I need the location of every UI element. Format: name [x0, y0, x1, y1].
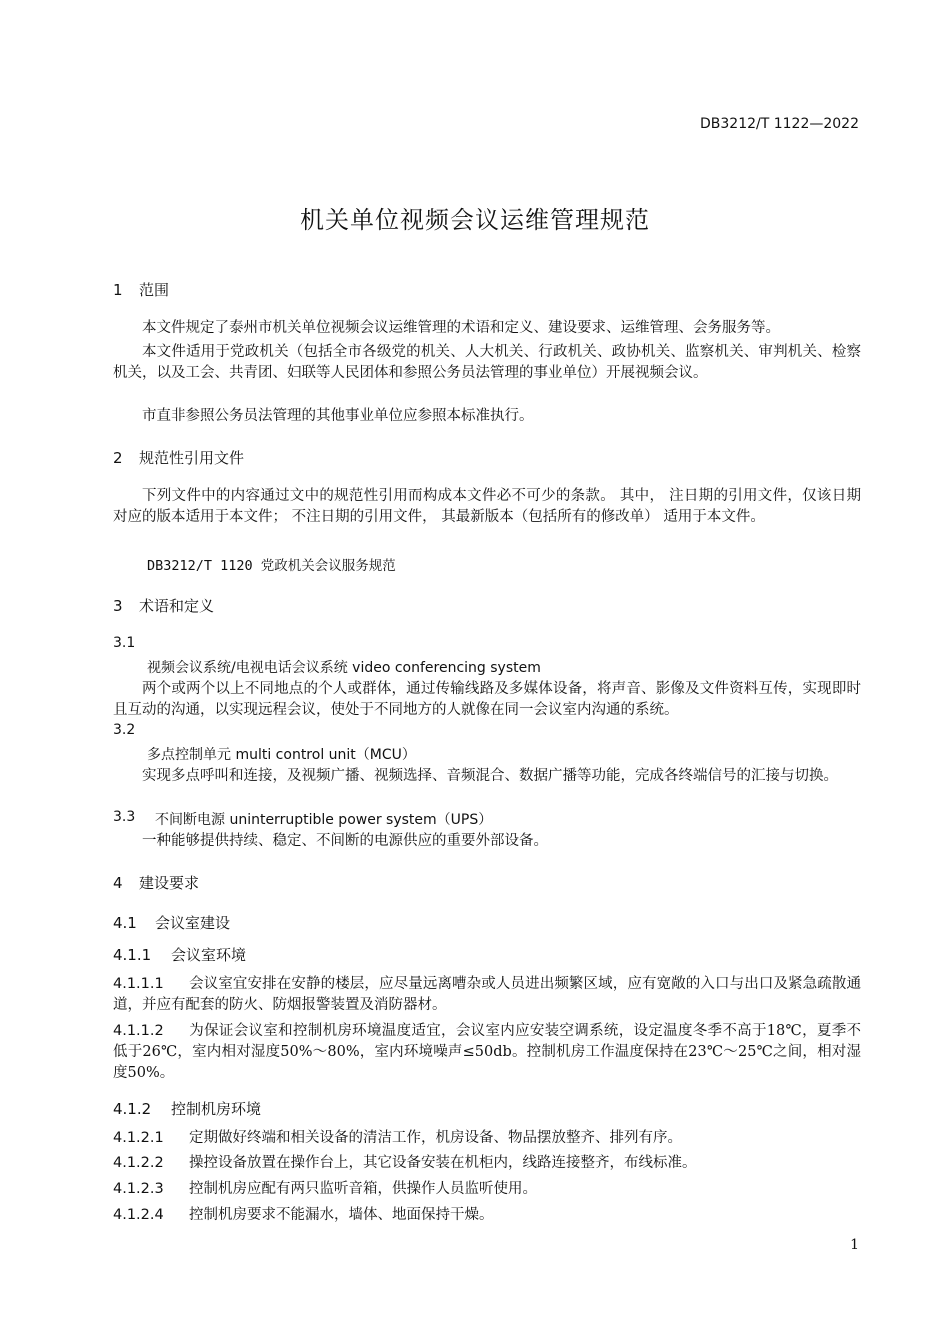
clause-number: 4.1.1.2: [113, 1023, 164, 1039]
clause-4-1-1-1: [113, 974, 861, 1016]
section-title: 规范性引用文件: [139, 449, 245, 467]
clause-number: 4.1.2.1: [113, 1130, 164, 1146]
clause-4-1-2-1: [113, 1128, 861, 1149]
clause-text: 控制机房应配有两只监听音箱，供操作人员监听使用。: [189, 1181, 537, 1197]
clause-4-1-2-4: [113, 1205, 861, 1226]
subsection-number: 4.1.1: [113, 946, 152, 964]
document-code: DB3212/T 1122—2022: [700, 116, 859, 132]
section-title: 范围: [139, 281, 170, 299]
clause-4-1-2-3: [113, 1179, 861, 1200]
clause-4-1-2-2: [113, 1153, 861, 1174]
clause-text: 控制机房要求不能漏水，墙体、地面保持干燥。: [189, 1207, 494, 1223]
term-number: 3.2: [113, 722, 136, 738]
paragraph: 本文件适用于党政机关（包括全市各级党的机关、人大机关、行政机关、政协机关、监察机关、审判机关、检察机关，以及工会、共青团、妇联等人民团体和参照公务员法管理的事业单位）开展视频会议。: [113, 344, 861, 381]
term-name: 不间断电源 uninterruptible power system（UPS）: [155, 812, 493, 828]
section-3-heading: [113, 595, 214, 616]
section-title: 建设要求: [139, 874, 200, 892]
clause-number: 4.1.1.1: [113, 976, 164, 992]
page-number: 1: [850, 1237, 859, 1253]
clause-text: 操控设备放置在操作台上，其它设备安装在机柜内，线路连接整齐，布线标准。: [189, 1155, 697, 1171]
term-name: 多点控制单元 multi control unit（MCU）: [147, 747, 416, 763]
clause-text: 定期做好终端和相关设备的清洁工作，机房设备、物品摆放整齐、排列有序。: [189, 1130, 682, 1146]
section-title: 术语和定义: [139, 597, 215, 615]
subsection-title: 会议室环境: [171, 946, 247, 964]
paragraph: 下列文件中的内容通过文中的规范性引用而构成本文件必不可少的条款。 其中， 注日期的引用文件，仅该日期对应的版本适用于本文件； 不注日期的引用文件， 其最新版本（包括所有的修改单） 适用于本文件。: [113, 488, 861, 525]
section-number: 4: [113, 874, 123, 892]
clause-text: 为保证会议室和控制机房环境温度适宜，会议室内应安装空调系统，设定温度冬季不高于18℃，夏季不低于26℃，室内相对湿度50%～80%，室内环境噪声≤50db。控制机房工作温度保持在23℃～25℃之间，相对湿度50%。: [113, 1023, 861, 1081]
term-definition: 两个或两个以上不同地点的个人或群体，通过传输线路及多媒体设备，将声音、影像及文件资料互传，实现即时且互动的沟通，以实现远程会议，使处于不同地方的人就像在同一会议室内沟通的系统。: [113, 681, 861, 718]
subsection-4-1-heading: [113, 912, 230, 933]
subsection-4-1-1-heading: [113, 944, 246, 965]
term-definition: 实现多点呼叫和连接，及视频广播、视频选择、音频混合、数据广播等功能，完成各终端信号的汇接与切换。: [142, 768, 838, 784]
section-number: 2: [113, 449, 123, 467]
section-4-heading: [113, 872, 199, 893]
clause-number: 4.1.2.4: [113, 1207, 164, 1223]
subsection-title: 控制机房环境: [171, 1100, 262, 1118]
clause-text: 会议室宜安排在安静的楼层，应尽量远离嘈杂或人员进出频繁区域，应有宽敞的入口与出口及紧急疏散通道，并应有配套的防火、防烟报警装置及消防器材。: [113, 976, 861, 1013]
section-number: 3: [113, 597, 123, 615]
paragraph: 本文件规定了泰州市机关单位视频会议运维管理的术语和定义、建设要求、运维管理、会务服务等。: [142, 320, 780, 336]
subsection-title: 会议室建设: [155, 914, 231, 932]
normative-reference: DB3212/T 1120 党政机关会议服务规范: [147, 558, 396, 574]
subsection-number: 4.1.2: [113, 1100, 152, 1118]
section-number: 1: [113, 281, 123, 299]
subsection-4-1-2-heading: [113, 1098, 261, 1119]
clause-4-1-1-2: [113, 1021, 861, 1084]
term-number: 3.1: [113, 635, 136, 651]
clause-number: 4.1.2.2: [113, 1155, 164, 1171]
term-number: 3.3: [113, 809, 136, 825]
document-title: 机关单位视频会议运维管理规范: [300, 206, 650, 234]
paragraph: 市直非参照公务员法管理的其他事业单位应参照本标准执行。: [142, 408, 534, 424]
term-definition: 一种能够提供持续、稳定、不间断的电源供应的重要外部设备。: [142, 833, 548, 849]
clause-number: 4.1.2.3: [113, 1181, 164, 1197]
term-name: 视频会议系统/电视电话会议系统 video conferencing system: [147, 660, 541, 676]
section-1-heading: [113, 279, 169, 300]
subsection-number: 4.1: [113, 914, 137, 932]
section-2-heading: [113, 447, 244, 468]
